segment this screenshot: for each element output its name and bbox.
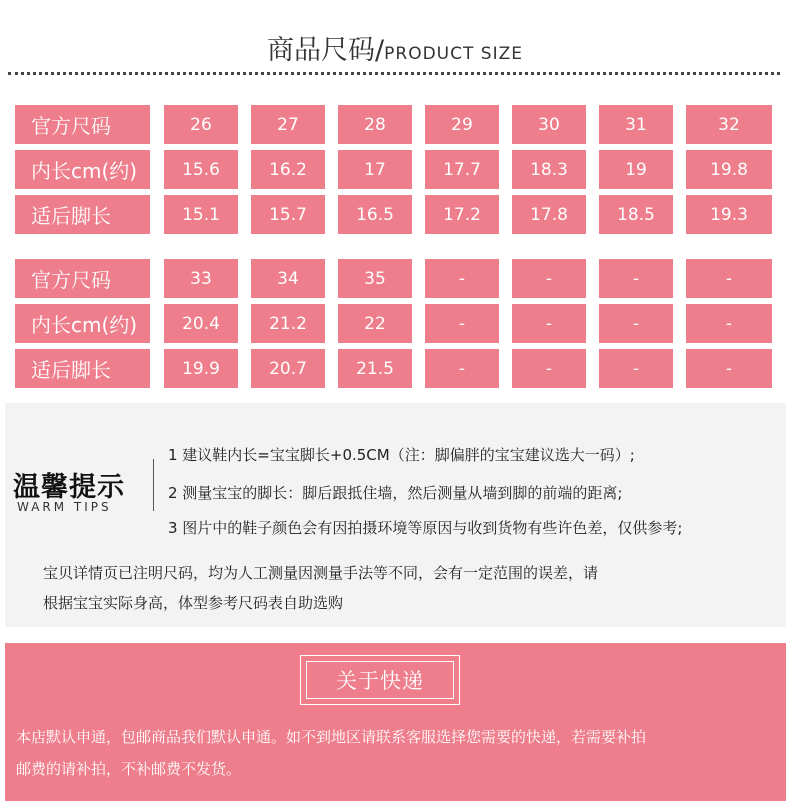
size-cell: - [686,349,772,388]
size-cell: 27 [251,105,325,144]
tips-divider [153,459,154,511]
shipping-text-line-1: 本店默认申通，包邮商品我们默认申通。如不到地区请联系客服选择您需要的快递，若需要补拍 [16,728,647,746]
tip-item-3: 3 图片中的鞋子颜色会有因拍摄环境等原因与收到货物有些许色差，仅供参考; [168,519,683,537]
size-cell: 19 [599,150,673,189]
size-cell: - [425,304,499,343]
size-cell: 29 [425,105,499,144]
size-cell: - [599,304,673,343]
size-cell: - [686,259,772,298]
size-cell: 21.2 [251,304,325,343]
size-cell: 32 [686,105,772,144]
shipping-title: 关于快递 [306,661,454,699]
row-label: 适后脚长 [15,349,150,388]
shipping-text-line-2: 邮费的请补拍，不补邮费不发货。 [16,760,242,778]
shipping-title-frame [300,655,460,705]
tip-item-1: 1 建议鞋内长=宝宝脚长+0.5CM（注：脚偏胖的宝宝建议选大一码）; [168,446,635,464]
tips-note-line-2: 根据宝宝实际身高，体型参考尺码表自助选购 [43,594,344,612]
size-cell: - [512,349,586,388]
size-cell: 20.4 [164,304,238,343]
size-cell: - [425,349,499,388]
page-title [0,28,790,67]
row-label: 内长cm(约) [15,304,150,343]
size-cell: - [425,259,499,298]
size-cell: 15.1 [164,195,238,234]
size-cell: 19.3 [686,195,772,234]
title-en: PRODUCT SIZE [384,44,523,64]
size-cell: 15.7 [251,195,325,234]
size-cell: - [512,259,586,298]
size-cell: 19.8 [686,150,772,189]
size-cell: 22 [338,304,412,343]
size-cell: 31 [599,105,673,144]
size-cell: 19.9 [164,349,238,388]
warm-tips-panel [5,403,786,627]
tips-title: 温馨提示 [13,472,125,503]
size-cell: - [599,349,673,388]
size-cell: 18.3 [512,150,586,189]
tip-item-2: 2 测量宝宝的脚长：脚后跟抵住墙，然后测量从墙到脚的前端的距离; [168,484,623,502]
size-cell: 34 [251,259,325,298]
size-cell: 21.5 [338,349,412,388]
size-cell: 17 [338,150,412,189]
size-cell: 15.6 [164,150,238,189]
row-label: 官方尺码 [15,259,150,298]
size-cell: 28 [338,105,412,144]
size-cell: - [686,304,772,343]
size-cell: 16.2 [251,150,325,189]
size-cell: 18.5 [599,195,673,234]
size-cell: 26 [164,105,238,144]
tips-note-line-1: 宝贝详情页已注明尺码，均为人工测量因测量手法等不同，会有一定范围的误差，请 [43,564,599,582]
size-cell: 35 [338,259,412,298]
size-cell: 30 [512,105,586,144]
size-cell: 17.2 [425,195,499,234]
size-cell: 33 [164,259,238,298]
size-cell: - [512,304,586,343]
row-label: 内长cm(约) [15,150,150,189]
dotted-divider [8,72,780,75]
row-label: 官方尺码 [15,105,150,144]
size-cell: 20.7 [251,349,325,388]
title-zh: 商品尺码/ [267,35,385,66]
row-label: 适后脚长 [15,195,150,234]
size-cell: 17.7 [425,150,499,189]
size-cell: 16.5 [338,195,412,234]
size-cell: 17.8 [512,195,586,234]
tips-subtitle: WARM TIPS [17,500,112,514]
size-cell: - [599,259,673,298]
shipping-panel [5,643,786,801]
